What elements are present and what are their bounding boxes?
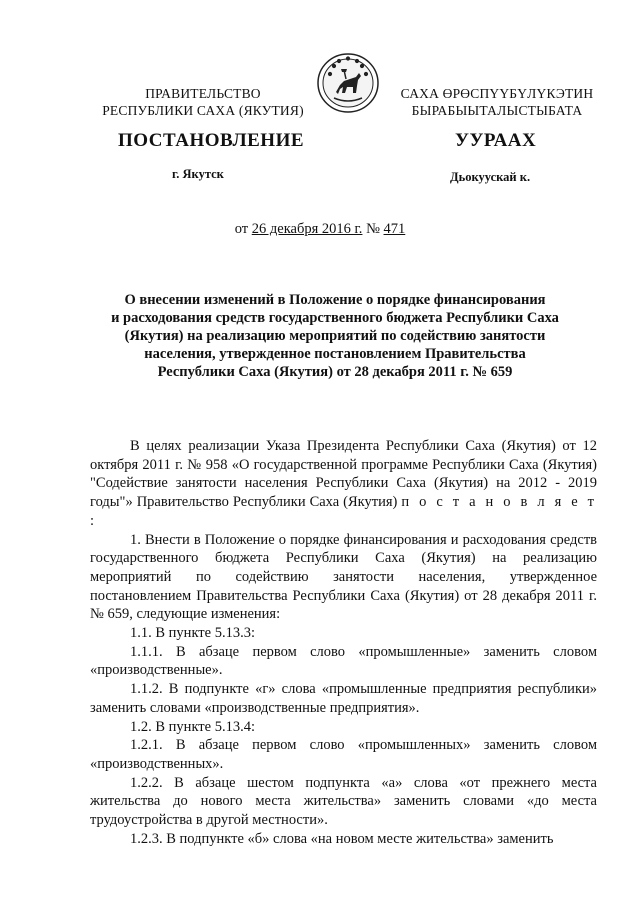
document-number: 471: [383, 221, 406, 237]
org-line: БЫРАБЫЫТАЛЫСТЫБАТА: [411, 103, 583, 118]
number-sign: №: [362, 221, 384, 237]
doc-kind-sakha: УУРААХ: [455, 130, 537, 151]
resolves-word: п о с т а н о в л я е т :: [90, 494, 597, 529]
doc-kind-ru: ПОСТАНОВЛЕНИЕ: [118, 130, 305, 151]
paragraph-text: В целях реализации Указа Президента Республики Саха (Якутия) от 12 октября 2011 г. № 958 «О государственной программе Республики Саха (Якутия) "Содействие занятости населения Республики Саха (Якутия) на 2012 - 2019 годы"» Правительство Республики Саха (Якутия): [90, 438, 597, 511]
paragraph: 1.1.2. В подпункте «г» слова «промышленные предприятия республики» заменить словами «производственные предприятия».: [90, 681, 597, 716]
paragraph: 1.2.2. В абзаце шестом подпункта «а» слова «от прежнего места жительства до нового места жительства» заменить словами «до места трудоустройства в другой местности».: [90, 774, 597, 829]
government-name-sakha: [392, 85, 602, 119]
city-sakha: Дьокуускай к.: [450, 170, 531, 184]
title-line: Республики Саха (Якутия) от 28 декабря 2011 г. № 659: [157, 364, 513, 380]
paragraph: [90, 437, 597, 531]
title-line: О внесении изменений в Положение о порядке финансирования: [124, 292, 546, 308]
paragraph: 1.1.1. В абзаце первом слово «промышленные» заменить словом «производственные».: [90, 643, 597, 679]
document-date: 26 декабря 2016 г.: [251, 221, 363, 237]
coat-of-arms-emblem-icon: [316, 52, 380, 114]
paragraph: 1.2. В пункте 5.13.4:: [130, 718, 255, 735]
paragraph: 1. Внести в Положение о порядке финансирования и расходования средств государственного бюджета Республики Саха (Якутия) на реализацию мероприятий по содействию занятости населения, утвержденное постановлением Правительства Республики Саха (Якутия) от 28 декабря 2011 г. № 659, следующие изменения:: [90, 531, 597, 623]
date-number-line: [0, 221, 640, 238]
document-body: [90, 437, 597, 848]
date-prefix: от: [234, 221, 252, 237]
org-line: САХА ӨРӨСПҮҮБҮЛҮКЭТИН: [400, 86, 594, 101]
title-line: (Якутия) на реализацию мероприятий по содействию занятости: [124, 328, 546, 344]
title-line: и расходования средств государственного бюджета Республики Саха: [111, 310, 559, 326]
city-ru: г. Якутск: [172, 167, 224, 181]
paragraph: 1.2.1. В абзаце первом слово «промышленных» заменить словом «производственных».: [90, 737, 597, 772]
org-line: РЕСПУБЛИКИ САХА (ЯКУТИЯ): [102, 103, 304, 118]
government-name-ru: [88, 85, 318, 119]
document-title: [90, 291, 580, 381]
org-line: ПРАВИТЕЛЬСТВО: [145, 86, 261, 101]
title-line: населения, утвержденное постановлением Правительства: [144, 346, 526, 362]
paragraph: 1.1. В пункте 5.13.3:: [130, 625, 255, 642]
paragraph: 1.2.3. В подпункте «б» слова «на новом месте жительства» заменить: [130, 830, 554, 847]
